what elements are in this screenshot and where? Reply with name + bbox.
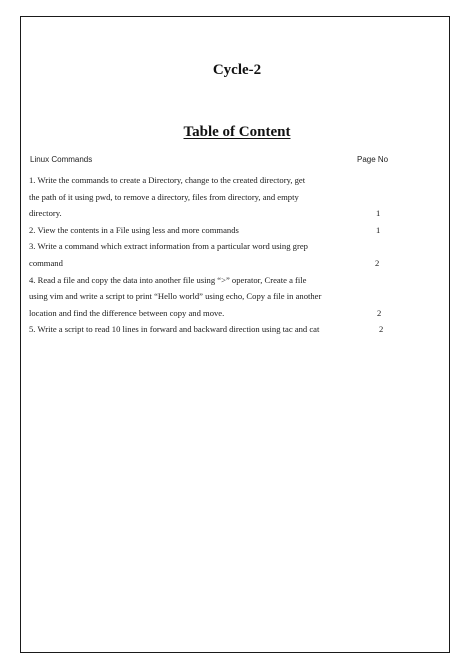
toc-title: Table of Content (183, 124, 291, 140)
toc-entry-text-line: the path of it using pwd, to remove a directory, files from directory, and empty (29, 191, 299, 202)
toc-entry-text-line: 5. Write a script to read 10 lines in forward and backward direction using tac and cat (29, 324, 320, 335)
toc-entry-text-line: using vim and write a script to print “Hello world” using echo, Copy a file in another (29, 291, 322, 302)
column-header-page-no: Page No (357, 155, 389, 164)
toc-entry-page-number: 2 (379, 324, 384, 335)
toc-entry (29, 321, 429, 338)
toc-entry-page-number: 1 (376, 224, 381, 235)
toc-entry-page-number: 1 (376, 208, 381, 219)
toc-entry (29, 238, 429, 271)
toc-entry-text-line: 3. Write a command which extract information from a particular word using grep (29, 241, 308, 252)
toc-entry-page-number: 2 (377, 307, 382, 318)
toc-list (29, 172, 429, 338)
column-header-commands: Linux Commands (30, 155, 93, 164)
toc-entry (29, 272, 429, 322)
toc-entry-text-line: 4. Read a file and copy the data into another file using “>” operator, Create a file (29, 274, 307, 285)
toc-entry (29, 172, 429, 222)
toc-entry-text-line: 2. View the contents in a File using less and more commands (29, 224, 239, 235)
toc-entry-text-line: directory. (29, 208, 62, 219)
cycle-heading: Cycle-2 (212, 62, 262, 78)
toc-entry (29, 222, 429, 239)
toc-entry-text-line: 1. Write the commands to create a Directory, change to the created directory, get (29, 175, 306, 185)
toc-entry-text-line: command (29, 257, 63, 268)
toc-entry-text-line: location and find the difference between copy and move. (29, 307, 225, 318)
toc-entry-page-number: 2 (375, 257, 380, 268)
